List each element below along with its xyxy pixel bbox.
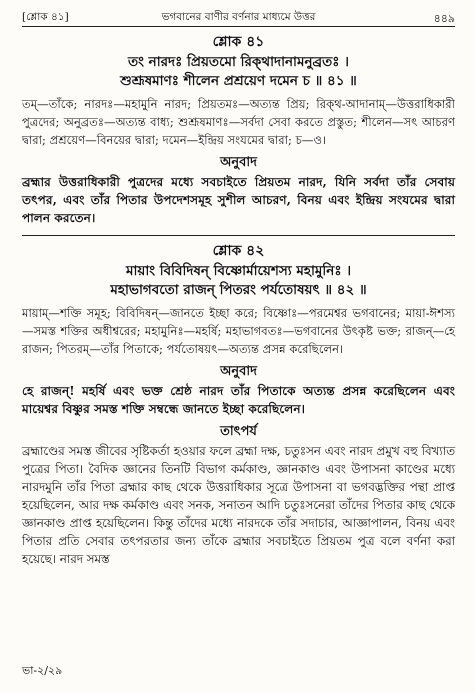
- verse-41-translation: ব্রহ্মার উত্তরাধিকারী পুত্রদের মধ্যে সবচাইতে প্রিয়তম নারদ, যিনি সর্বদা তাঁর সেবায় তৎপর, এবং তাঁর পিতার উপদেশসমূহ সুশীল আচরণ, বিনয় এবং ইন্দ্রিয় সংযমের দ্বারা পালন করতেন।: [22, 175, 455, 225]
- verse-42-line-1: মায়াং বিবিদিষন্ বিষ্ণোর্মায়েশস্য মহামুনিঃ ।: [125, 263, 352, 279]
- signature-mark: ভা-২/২৯: [22, 664, 63, 677]
- page-number: ৪৪৯: [433, 12, 455, 25]
- verse-42-purport-heading: তাৎপর্য: [220, 424, 257, 439]
- running-header: [22, 6, 455, 27]
- verse-41-text: [22, 53, 455, 91]
- verse-41-line-1: তং নারদঃ প্রিয়তমো রিক্থাদানামনুব্রতঃ ।: [128, 54, 349, 70]
- verse-42-purport: ব্রহ্মাণ্ডের সমস্ত জীবের সৃষ্টিকর্তা হওয়ার ফলে ব্রহ্মা দক্ষ, চতুঃসন এবং নারদ প্রমুখ বহু বিখ্যাত পুত্রের পিতা। বৈদিক জ্ঞানের তিনটি বিভাগ কর্মকাণ্ড, জ্ঞানকাণ্ড এবং উপাসনা কাণ্ডের মধ্যে নারদমুনি তাঁর পিতা ব্রহ্মার কাছ থেকে উত্তরাধিকার সূত্রে উপাসনা বা ভগবদ্ভক্তির পন্থা প্রাপ্ত হয়েছিলেন, আর দক্ষ কর্মকাণ্ড এবং সনক, সনাতন আদি চতুঃসনেরা তাঁদের পিতার কাছ থেকে জ্ঞানকাণ্ড প্রাপ্ত হয়েছিলেন। কিন্তু তাঁদের মধ্যে নারদকে তাঁর সদাচার, আজ্ঞাপালন, বিনয় এবং পিতার প্রতি সেবার তৎপরতার জন্য তাঁকে ব্রহ্মার সবচাইতে প্রিয়তম পুত্র বলে বর্ণনা করা হয়েছে। নারদ সমস্ত: [22, 444, 455, 566]
- verse-42-line-2: মহাভাগবতো রাজন্ পিতরং পর্যতোষয়ৎ ॥ ৪২ ॥: [110, 282, 367, 298]
- verse-41-line-2: শুশ্রূষমাণঃ শীলেন প্রশ্রয়েণ দমেন চ ॥ ৪১ ॥: [120, 73, 357, 89]
- verse-42-synonyms: মায়াম্—শক্তি সমূহ; বিবিদিষন্—জানতে ইচ্ছা করে; বিষ্ণোঃ—পরমেশ্বর ভগবানের; মায়া-ঈশস্য—সমস্ত শক্তির অধীশ্বরের; মহামুনিঃ—মহর্ষি; মহাভাগবতঃ—ভগবানের উৎকৃষ্ট ভক্ত; রাজন্—হে রাজন; পিতরম্—তাঁর পিতাকে; পর্যতোষয়ৎ—অত্যন্ত প্রসন্ন করেছিলেন।: [22, 306, 455, 356]
- verse-42-translation: হে রাজন্! মহর্ষি এবং ভক্ত শ্রেষ্ঠ নারদ তাঁর পিতাকে অত্যন্ত প্রসন্ন করেছিলেন এবং মায়েশ্বর বিষ্ণুর সমস্ত শক্তি সম্বন্ধে জানতে ইচ্ছা করেছিলেন।: [22, 384, 455, 416]
- verse-41-synonyms: তম্—তাঁকে; নারদঃ—মহামুনি নারদ; প্রিয়তমঃ—অত্যন্ত প্রিয়; রিক্থ-আদানাম্—উত্তরাধিকারী পুত্রদের; অনুব্রতঃ—অত্যন্ত বাধ্য; শুশ্রূষমাণঃ—সর্বদা সেবা করতে প্রস্তুত; শীলেন—সৎ আচরণ দ্বারা; প্রশ্রয়েণ—বিনয়ের দ্বারা; দমেন—ইন্দ্রিয় সংযমের দ্বারা; চ—ও।: [22, 97, 455, 147]
- section-divider: [22, 235, 455, 236]
- verse-42-text: [22, 262, 455, 300]
- verse-42-heading: শ্লোক ৪২: [212, 243, 265, 259]
- verse-41-translation-heading: অনুবাদ: [220, 155, 257, 170]
- verse-41-heading: শ্লোক ৪১: [212, 34, 265, 50]
- header-chapter-title: ভগবানের বাণীর বর্ণনার মাধ্যমে উত্তর: [161, 11, 316, 23]
- header-verse-ref: [শ্লোক ৪১]: [22, 11, 69, 23]
- verse-42-translation-heading: অনুবাদ: [220, 364, 257, 379]
